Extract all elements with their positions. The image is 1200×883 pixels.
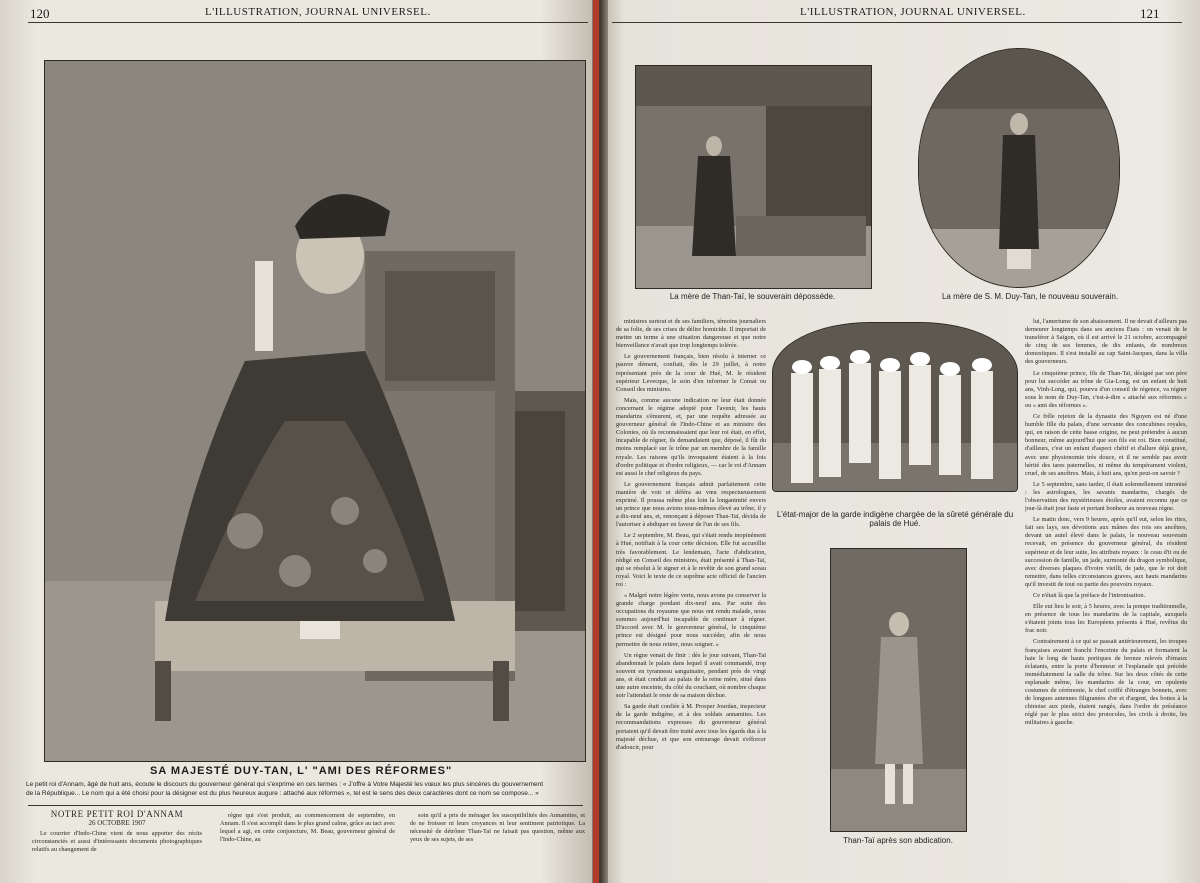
- photo-mother-than-tai-graphic: [636, 66, 871, 288]
- col-right-p6: Ce n'était là que la préface de l'intronisation.: [1033, 592, 1146, 599]
- photo-garde-indigene: [772, 322, 1018, 492]
- col-left-p7: Un règne venait de finir : dès le jour suivant, Than-Taï abandonnait le palais dans lequel il avait commandé, trop souvent en tyranneau sanguinaire, pendant près de vingt ans, et était conduit au palais de la reine mère, situé dans une autre enceinte, du côté du couchant, où nombre chaque soir l'attendait le reste de sa maison déchue.: [616, 651, 766, 700]
- head-rule-left: [28, 22, 588, 23]
- caption-photo-1: La mère de Than-Taï, le souverain déposséde.: [669, 292, 836, 301]
- col-left-p1: ministres surtout et de ses familiers, témoins journaliers de sa folie, de ses crises de délire homicide. Il importait de mettre un terme à une situation dangereuse et que notre bienveillance n'avait que trop longtemps tolérée.: [616, 318, 766, 350]
- photo-mother-duy-tan: [918, 48, 1120, 288]
- page-number-right: 121: [1140, 6, 1160, 21]
- col-left-p5: Le 2 septembre, M. Beau, qui s'était rendu inopinément à Hué, notifiait à la cour cette décision. Elle fut accueillie très favorablement. Le lendemain, l'acte d'abdication, rédigé en Conseil des ministres, était présenté à Than-Taï, qui se résolut à le signer et à le revêtir de son grand sceau royal. Voici le texte de ce suprême acte officiel de l'ancien roi :: [616, 532, 766, 588]
- col-right-p2: Le cinquième prince, fils de Than-Taï, désigné par son père pour lui succéder au trône de Gia-Long, est un enfant de huit ans, Vinh-Long, qui, pourvu d'un conseil de régence, va régner sous le nom de Duy-Tan, c'est-à-dire « attaché aux réformes » ou « ami des réformes ».: [1025, 369, 1187, 409]
- photo-than-tai-graphic: [831, 549, 966, 831]
- caption-photo-3: L'état-major de la garde indigène chargée de la sûreté générale du palais de Hué.: [776, 510, 1014, 528]
- article-col2-text: règne qui s'est produit, au commencement de septembre, en Annam. Il s'est accompli dans le plus grand calme, grâce au tact avec lequel a agi, en cette conjoncture, M. Beau, gouverneur général de l'Indo-Chine, au: [220, 812, 395, 844]
- running-head-right: L'ILLUSTRATION, JOURNAL UNIVERSEL.: [800, 6, 1026, 18]
- article-column-1: [32, 808, 202, 857]
- col-right-p8: Contrairement à ce qui se passait antérieurement, les troupes françaises avaient franchi l'enceinte du palais et formaient la haie le long de hauts portiques de bronze relevés d'émaux éclatants, entre la porte d'honneur et l'esplanade qui précède immédiatement la salle du trône. Sur les deux côtés de cette esplanade même, les mandarins de la cour, en opulents costumes de cérémonie, le chef coiffé d'étranges bonnets, avec de longues antennes filigranées d'or et d'argent, des bottes à la chinoise aux pieds, étaient rangés, dans l'ordre de préséance réglé par le plus strict des protocoles, les civils à droite, les militaires à gauche.: [1025, 638, 1187, 727]
- right-page: [600, 0, 1200, 883]
- page-number-left: 120: [30, 6, 50, 21]
- article-col1-text: Le courrier d'Indo-Chine vient de nous apporter des récits circonstanciés et aussi d'intéressants documents photographiques relatifs au changement de: [32, 830, 202, 854]
- photo-duy-tan-graphic: [45, 61, 585, 761]
- article-col3-text: soin qu'il a pris de ménager les susceptibilités des Annamites, et de ne froisser ni leurs croyances ni leur sentiment patriotique. La nécessité de détrôner Than-Taï ne faisait pas question, même aux yeux de ses sujets, de ses: [410, 812, 585, 844]
- photo-mother-than-tai: [635, 65, 872, 289]
- photo-garde-indigene-graphic: [773, 323, 1017, 491]
- right-page-column-right: [1025, 318, 1187, 878]
- article-date: 26 OCTOBRE 1907: [88, 819, 146, 828]
- photo-mother-duy-tan-graphic: [919, 49, 1119, 287]
- caption-photo-2: La mère de S. M. Duy-Tan, le nouveau souverain.: [941, 292, 1119, 301]
- main-photo-caption: [26, 780, 581, 798]
- running-head-left: L'ILLUSTRATION, JOURNAL UNIVERSEL.: [205, 6, 431, 18]
- col-right-p3: Ce frêle rejeton de la dynastie des Nguyen est né d'une humble fille du palais, d'une servante des concubines royales, qui, en raison de cette basse origine, ne peut prétendre à aucun honneur, même aujourd'hui que son fils est roi. Bien constitué, d'ailleurs, c'est un enfant d'aspect chétif et d'allure déjà grave, avec une physionomie très douce, et il ne semble pas avoir hérité des tares paternelles, ni même du tempérament violent, cruel, de ses ancêtres. Mais, à huit ans, qu'en peut-on savoir ?: [1025, 413, 1187, 477]
- col-left-p3: Mais, comme aucune indication ne leur était donnée concernant le régime adopté pour l'avenir, les hauts mandarins s'émurent, et, par une requête adressée au gouverneur général de l'Indo-Chine et au ministre des Colonies, où ils reconnaissaient que leur roi était, en effet, incapable de régner, ils demandaient que, déposé, il fût du moins remplacé sur le trône par un membre de la famille royale. Les raisons qu'ils invoquaient étaient à la fois d'ordre politique et d'ordre religieux, — car le roi d'Annam est aussi le chef religieux du pays.: [616, 396, 766, 477]
- main-photo-title: SA MAJESTÉ DUY-TAN, L' "AMI DES RÉFORMES": [150, 765, 453, 777]
- col-right-p5: Le matin donc, vers 9 heures, après qu'il eut, selon les rites, fait ses lays, ses dévotions aux mânes des rois ses ancêtres, devant un autel élevé dans le palais, le nouveau souverain recevait, en présence du gouverneur général, du résident supérieur et de leur suite, les attributs royaux : le ceau d'it ou de succession de famille, un jade, surmonté du dragon symbolique, avec diverses plaques d'ivoire vieilli, de jade, que le roi doit remettre, dans telles circonstances graves, aux hauts mandarins qu'il investit de tout ou partie des pouvoirs royaux.: [1025, 516, 1187, 588]
- article-column-2: [220, 812, 395, 847]
- col-left-p2: Le gouvernement français, bien résolu à interner ce pauvre dément, confiait, dès le 29 juillet, à notre représentant près de la cour de Hué, M. le résident supérieur Levecque, le soin d'en informer le Comat ou Conseil des ministres.: [616, 353, 766, 393]
- main-caption-line-2: de la République... Le nom qui a été choisi pour la désigner est du plus heureux augure : attaché aux réformes », tel est le sens des deux caractères dont ce nom se compose... »: [26, 790, 539, 797]
- col-left-p8: Sa garde était confiée à M. Prosper Jourdan, inspecteur de la garde indigène, et à des soldats annamites. Les recommandations expresses du gouverneur général portaient qu'il devait être traité avec tous les égards dus à la majesté déchue, et que son entourage devait s'efforcer d'adoucir, pour: [616, 703, 766, 751]
- col-right-p1: lui, l'amertume de son abaissement. Il ne devait d'ailleurs pas demeurer longtemps dans ses anciens États : on venait de le transférer à Saïgon, où il est arrivé le 21 octobre, accompagné de cinq de ses femmes, de dix enfants, de nombreux domestiques. Il s'est installé au cap Saint-Jacques, dans la villa des gouverneurs.: [1025, 318, 1187, 366]
- caption-rule: [28, 805, 583, 806]
- caption-photo-4: Than-Taï après son abdication.: [843, 836, 953, 845]
- photo-than-tai-abdication: [830, 548, 967, 832]
- article-heading: NOTRE PETIT ROI D'ANNAM: [50, 809, 184, 819]
- article-column-3: [410, 812, 585, 847]
- col-left-p4: Le gouvernement français admit parfaitement cette manière de voir et déféra au vœu respectueusement exprimé. Il poussa même plus loin la longanimité envers un prince que nous avions nous-mêmes élevé au trône, il y a dix-neuf ans, et, renonçant à déposer Than-Taï, décida de l'autoriser à abdiquer en faveur de l'un de ses fils.: [616, 480, 766, 529]
- binding-edge: [593, 0, 599, 883]
- col-right-p7: Elle eut lieu le soir, à 5 heures, avec la pompe traditionnelle, en présence de tous les mandarins de la capitale, auxquels s'étaient joints tous les Européens présents à Hué, revêtus du frac noir.: [1025, 603, 1187, 635]
- right-page-column-left: [616, 318, 766, 878]
- col-left-p6: « Malgré notre légère vertu, nous avons pu conserver la grande charge pendant dix-neuf ans. Par suite des occupations du royaume que nous ont rendu malade, nous sommes aujourd'hui incapable de continuer à régner. D'accord avec M. le gouverneur général, le cinquième prince est désigné pour nous succéder, afin de nous permettre de nous retirer, nous soigner. »: [616, 592, 766, 648]
- photo-duy-tan: [44, 60, 586, 762]
- main-caption-line-1: Le petit roi d'Annam, âgé de huit ans, écoute le discours du gouverneur général qui s'exprime en ces termes : « J'offre à Votre Majesté les vœux les plus sincères du gouvernement: [26, 781, 544, 788]
- head-rule-right: [612, 22, 1182, 23]
- col-right-p4: Le 5 septembre, sans tarder, il était solennellement intronisé : les astrologues, les savants mandarins, chargés de l'observation des mystérieuses étoiles, avaient reconnu que ce jour-là était jour faste et portant bonheur au nouveau règne.: [1025, 480, 1187, 513]
